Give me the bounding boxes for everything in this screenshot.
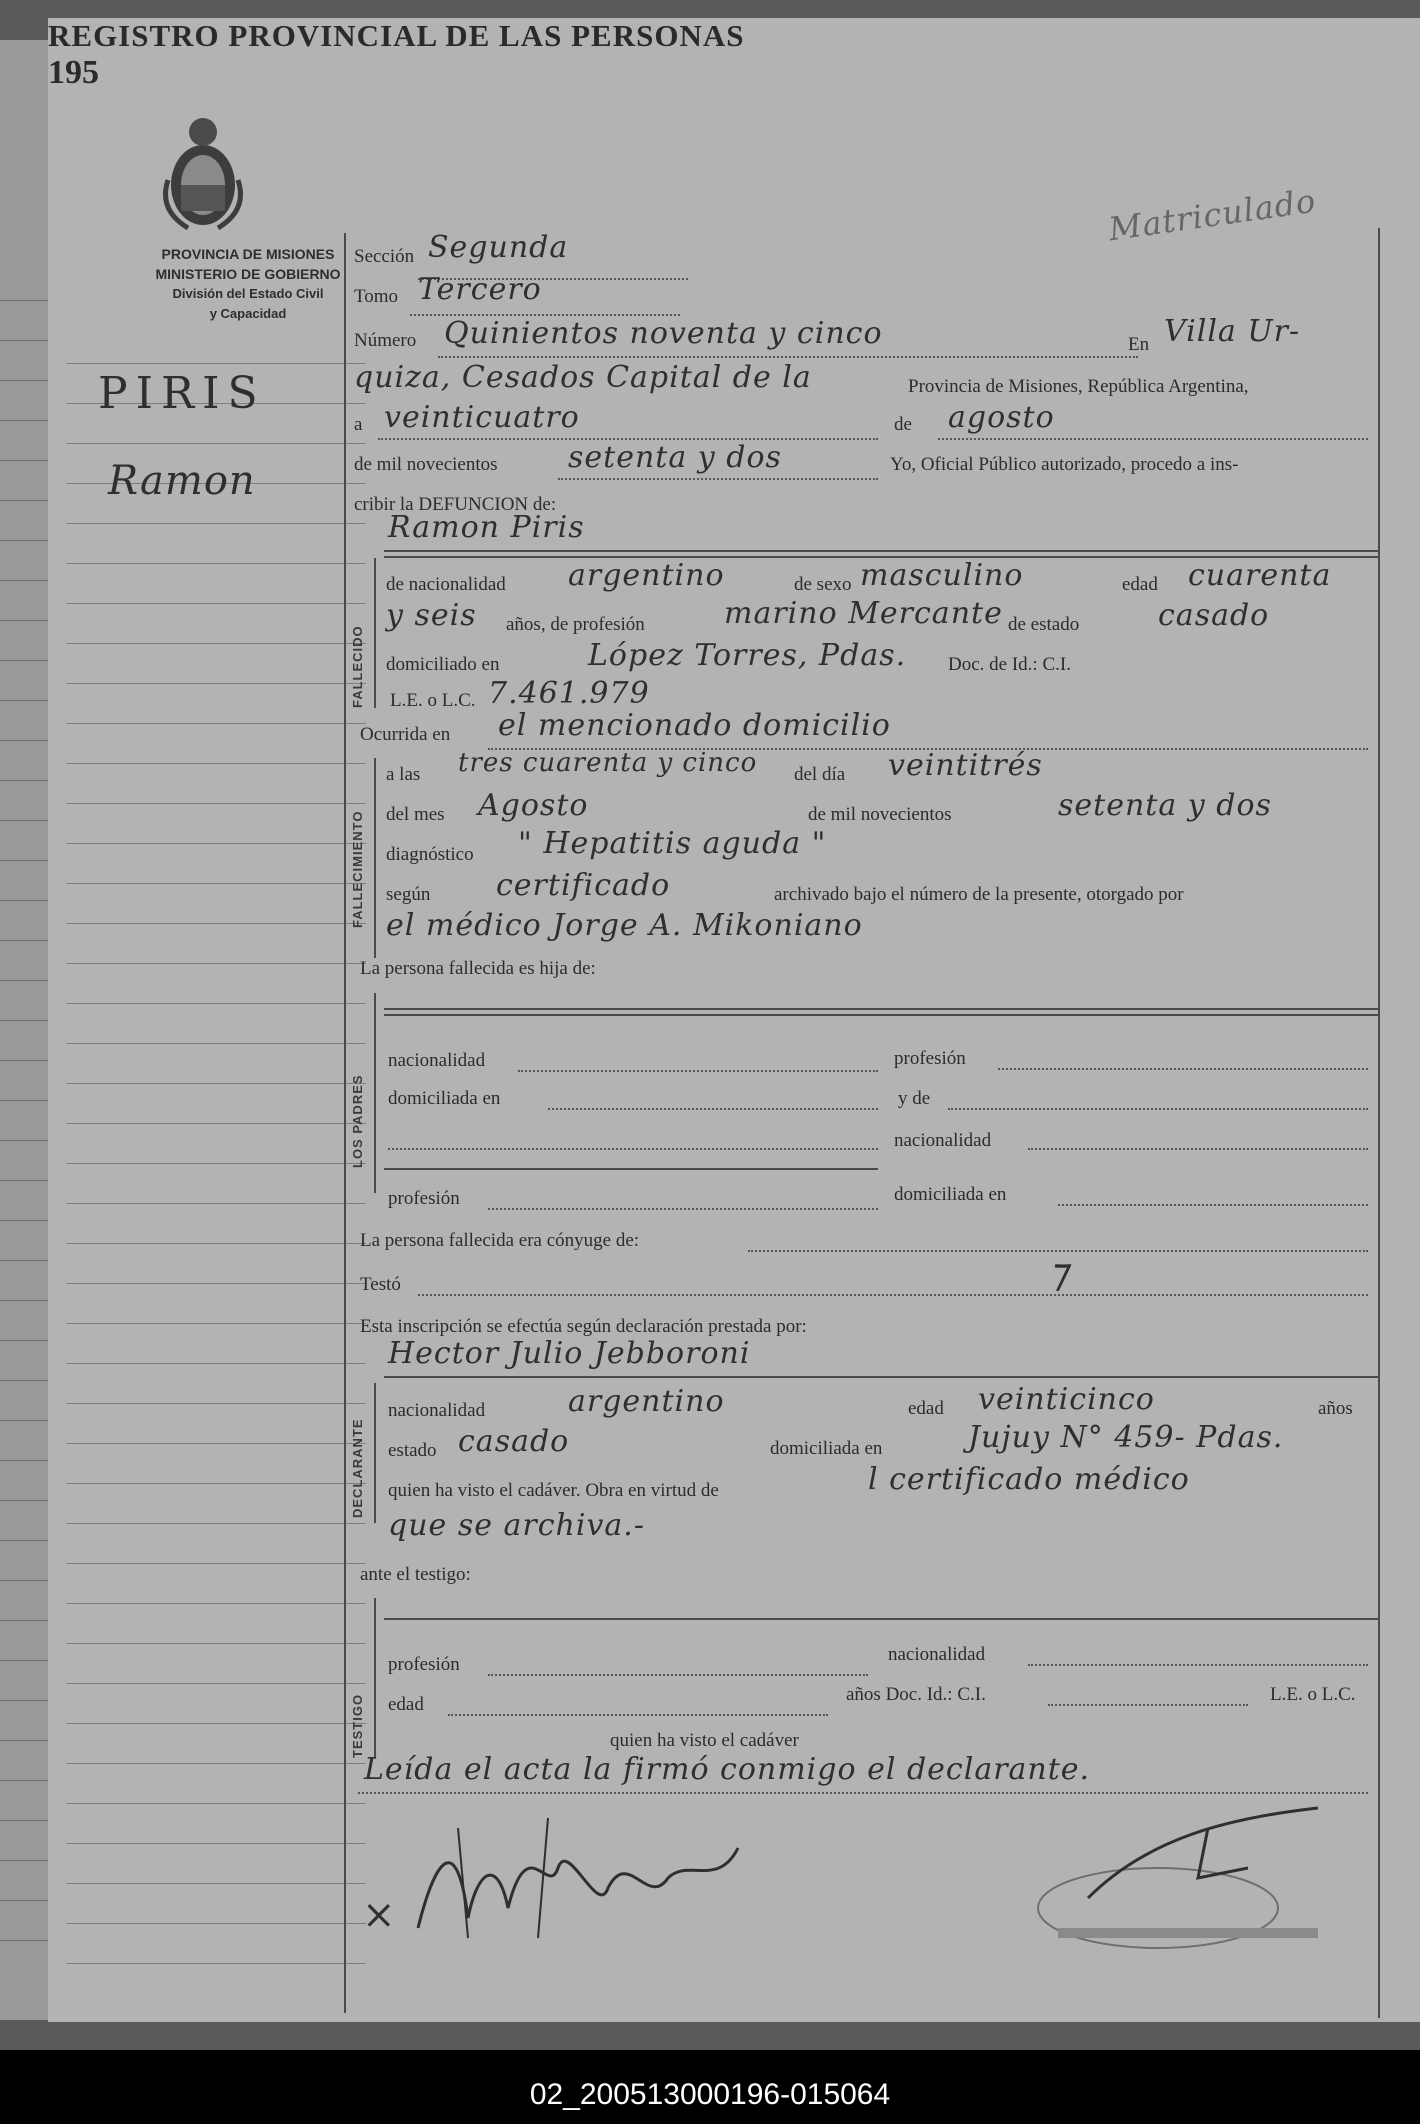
declarante-obra-value: l certificado médico	[868, 1462, 1190, 1497]
anio-value: setenta y dos	[1058, 788, 1272, 823]
inscribe-text: cribir la DEFUNCION de:	[354, 494, 557, 515]
testigo-le-label: L.E. o L.C.	[1270, 1684, 1356, 1705]
year-value: setenta y dos	[568, 440, 782, 475]
declarante-obra-continued: que se archiva.-	[388, 1508, 645, 1543]
declarante-domiciliada-label: domiciliada en	[770, 1438, 883, 1459]
testigo-cadaver-text: quien ha visto el cadáver	[610, 1730, 799, 1751]
numero-value: Quinientos noventa y cinco	[444, 316, 883, 351]
archivado-text: archivado bajo el número de la presente, otorgado por	[774, 884, 1184, 905]
sexo-value: masculino	[860, 558, 1024, 593]
year-prefix: de mil novecientos	[354, 454, 498, 475]
estado-value: casado	[1158, 598, 1270, 633]
edad-continued: y seis	[386, 598, 477, 633]
institution-line-3: División del Estado Civil	[172, 286, 324, 301]
sexo-label: de sexo	[794, 574, 852, 595]
page-number: 195	[48, 54, 99, 91]
en-label: En	[1128, 334, 1150, 355]
registry-title: REGISTRO PROVINCIAL DE LAS PERSONAS	[48, 18, 745, 53]
place-value: Villa Ur-	[1164, 314, 1301, 349]
madre-domiciliada-label: domiciliada en	[894, 1184, 1007, 1205]
declarante-edad-value: veinticinco	[978, 1382, 1155, 1417]
de-label: de	[894, 414, 912, 435]
segun-label: según	[386, 884, 431, 905]
fallecimiento-section-label: FALLECIMIENTO	[350, 810, 365, 928]
madre-profesion-label: profesión	[388, 1188, 460, 1209]
officer-text: Yo, Oficial Público autorizado, procedo a ins-	[890, 454, 1239, 475]
testigo-edad-label: edad	[388, 1694, 424, 1715]
dia-value: veintitrés	[888, 748, 1043, 783]
declarante-cadaver-text: quien ha visto el cadáver. Obra en virtud de	[388, 1480, 719, 1501]
dia-label: del día	[794, 764, 846, 785]
edad-label: edad	[1122, 574, 1158, 595]
image-id-label: 02_200513000196-015064	[529, 2078, 891, 2111]
fallecido-section-label: FALLECIDO	[350, 625, 365, 708]
certificate-sheet	[48, 18, 1420, 2022]
y-de-label: y de	[898, 1088, 931, 1109]
mes-label: del mes	[386, 804, 445, 825]
nacionalidad-label: de nacionalidad	[386, 574, 506, 595]
hora-value: tres cuarenta y cinco	[458, 748, 758, 778]
declarant-x-mark: ×	[362, 1892, 397, 1938]
declarante-estado-label: estado	[388, 1440, 437, 1461]
declarante-nacionalidad-label: nacionalidad	[388, 1400, 486, 1421]
mes-value: Agosto	[478, 788, 589, 823]
tomo-value: Tercero	[418, 272, 542, 307]
institution-line-1: PROVINCIA DE MISIONES	[161, 246, 335, 262]
declarant-signature	[398, 1808, 798, 1948]
testigo-nacionalidad-label: nacionalidad	[888, 1644, 986, 1665]
official-signature-stamp	[1028, 1798, 1368, 1958]
month-value: agosto	[948, 400, 1055, 435]
right-border	[1378, 228, 1380, 2018]
margin-surname: PIRIS	[98, 368, 266, 419]
anos-profesion-label: años, de profesión	[506, 614, 645, 635]
hora-label: a las	[386, 764, 421, 785]
matriculado-stamp: Matriculado	[1106, 181, 1319, 249]
declarant-name: Hector Julio Jebboroni	[388, 1336, 751, 1371]
declarante-estado-value: casado	[458, 1424, 570, 1459]
margin-given-name: Ramon	[108, 458, 256, 504]
nacionalidad-value: argentino	[568, 558, 725, 593]
seccion-value: Segunda	[428, 230, 569, 265]
institution-line-2: MINISTERIO DE GOBIERNO	[155, 266, 341, 282]
deceased-name: Ramon Piris	[388, 510, 585, 545]
seccion-label: Sección	[354, 246, 415, 267]
declarante-edad-label: edad	[908, 1398, 944, 1419]
estado-label: de estado	[1008, 614, 1080, 635]
medico-value: el médico Jorge A. Mikoniano	[386, 908, 863, 943]
place-continued: quiza, Cesados Capital de la	[354, 360, 812, 395]
declarante-section-label: DECLARANTE	[350, 1418, 365, 1518]
ante-testigo-label: ante el testigo:	[360, 1564, 471, 1585]
declarante-anos-label: años	[1318, 1398, 1353, 1419]
day-value: veinticuatro	[384, 400, 580, 435]
inscripcion-text: Esta inscripción se efectúa según declaración prestada por:	[360, 1316, 807, 1337]
declarante-nacionalidad-value: argentino	[568, 1384, 725, 1419]
a-label: a	[354, 414, 363, 435]
margin-divider	[344, 233, 346, 2013]
closing-statement: Leída el acta la firmó conmigo el declarante.	[364, 1752, 1091, 1787]
domicilio-value: López Torres, Pdas.	[588, 638, 907, 673]
diagnostico-value: " Hepatitis aguda "	[518, 826, 827, 861]
anio-label: de mil novecientos	[808, 804, 952, 825]
testo-label: Testó	[360, 1274, 401, 1295]
province-text: Provincia de Misiones, República Argentina,	[908, 376, 1249, 397]
edad-value: cuarenta	[1188, 558, 1332, 593]
le-value: 7.461.979	[488, 676, 650, 711]
domicilio-label: domiciliado en	[386, 654, 500, 675]
doc-label: Doc. de Id.: C.I.	[948, 654, 1071, 675]
coat-of-arms-emblem	[158, 110, 248, 240]
declarante-domicilio-value: Jujuy N° 459- Pdas.	[968, 1420, 1284, 1455]
segun-value: certificado	[496, 868, 671, 903]
tomo-label: Tomo	[354, 286, 399, 307]
numero-label: Número	[354, 330, 417, 351]
padre-domiciliada-label: domiciliada en	[388, 1088, 501, 1109]
le-label: L.E. o L.C.	[390, 690, 476, 711]
profesion-value: marino Mercante	[724, 596, 1003, 631]
ocurrida-value: el mencionado domicilio	[498, 708, 891, 743]
madre-nacionalidad-label: nacionalidad	[894, 1130, 992, 1151]
hija-label: La persona fallecida es hija de:	[360, 958, 596, 979]
testigo-doc-label: años Doc. Id.: C.I.	[846, 1684, 986, 1705]
testo-value: ⁊	[1048, 1250, 1069, 1296]
padre-nacionalidad-label: nacionalidad	[388, 1050, 486, 1071]
ocurrida-label: Ocurrida en	[360, 724, 451, 745]
padre-profesion-label: profesión	[894, 1048, 966, 1069]
diagnostico-label: diagnóstico	[386, 844, 474, 865]
testigo-section-label: TESTIGO	[350, 1693, 365, 1758]
padres-section-label: LOS PADRES	[350, 1074, 365, 1168]
institution-line-4: y Capacidad	[209, 306, 287, 321]
testigo-profesion-label: profesión	[388, 1654, 460, 1675]
conyuge-label: La persona fallecida era cónyuge de:	[360, 1230, 640, 1251]
